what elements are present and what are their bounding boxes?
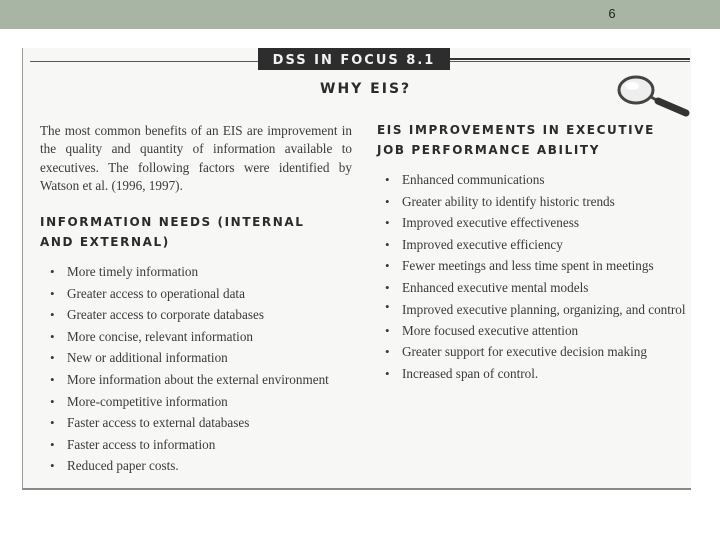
- list-item: • More concise, relevant information: [41, 326, 351, 348]
- information-needs-heading: INFORMATION NEEDS (INTERNAL AND EXTERNAL): [40, 215, 305, 249]
- list-item: • Enhanced communications: [376, 169, 686, 191]
- list-item: • Improved executive effectiveness: [376, 212, 686, 234]
- eis-improvements-heading: EIS IMPROVEMENTS IN EXECUTIVE JOB PERFORMANCE ABILITY: [377, 123, 655, 157]
- list-item: • Faster access to information: [41, 434, 351, 456]
- list-item: • Improved executive planning, organizing, and control: [376, 299, 686, 320]
- list-item: • Faster access to external databases: [41, 412, 351, 434]
- list-item: • Reduced paper costs.: [41, 455, 351, 477]
- list-item: • Greater ability to identify historic trends: [376, 191, 686, 213]
- box-title: WHY EIS?: [320, 81, 412, 97]
- list-item: • Enhanced executive mental models: [376, 277, 686, 299]
- eis-improvements-list: [376, 169, 686, 384]
- slide-header-bar: [0, 0, 720, 29]
- list-item: • Greater access to operational data: [41, 283, 351, 305]
- list-item: • More focused executive attention: [376, 320, 686, 342]
- list-item: • More-competitive information: [41, 391, 351, 413]
- magnifying-glass-icon: [612, 68, 692, 118]
- information-needs-list: [41, 261, 351, 477]
- list-item: • Greater access to corporate databases: [41, 304, 351, 326]
- box-top-rule-thick: [450, 58, 690, 60]
- list-item: • New or additional information: [41, 347, 351, 369]
- list-item: • Increased span of control.: [376, 363, 686, 385]
- focus-banner-label: DSS IN FOCUS 8.1: [272, 53, 436, 68]
- list-item: • More timely information: [41, 261, 351, 283]
- list-item: • Improved executive efficiency: [376, 234, 686, 256]
- focus-banner: [258, 48, 450, 70]
- list-item: • Fewer meetings and less time spent in meetings: [376, 255, 686, 277]
- list-item: • More information about the external environment: [41, 369, 351, 391]
- intro-paragraph: The most common benefits of an EIS are improvement in the quality and quantity of information available to executives. The following factors were identified by Watson et al. (1996, 1997).: [40, 123, 352, 194]
- slide-number: 6: [608, 6, 616, 21]
- list-item: • Greater support for executive decision making: [376, 341, 686, 363]
